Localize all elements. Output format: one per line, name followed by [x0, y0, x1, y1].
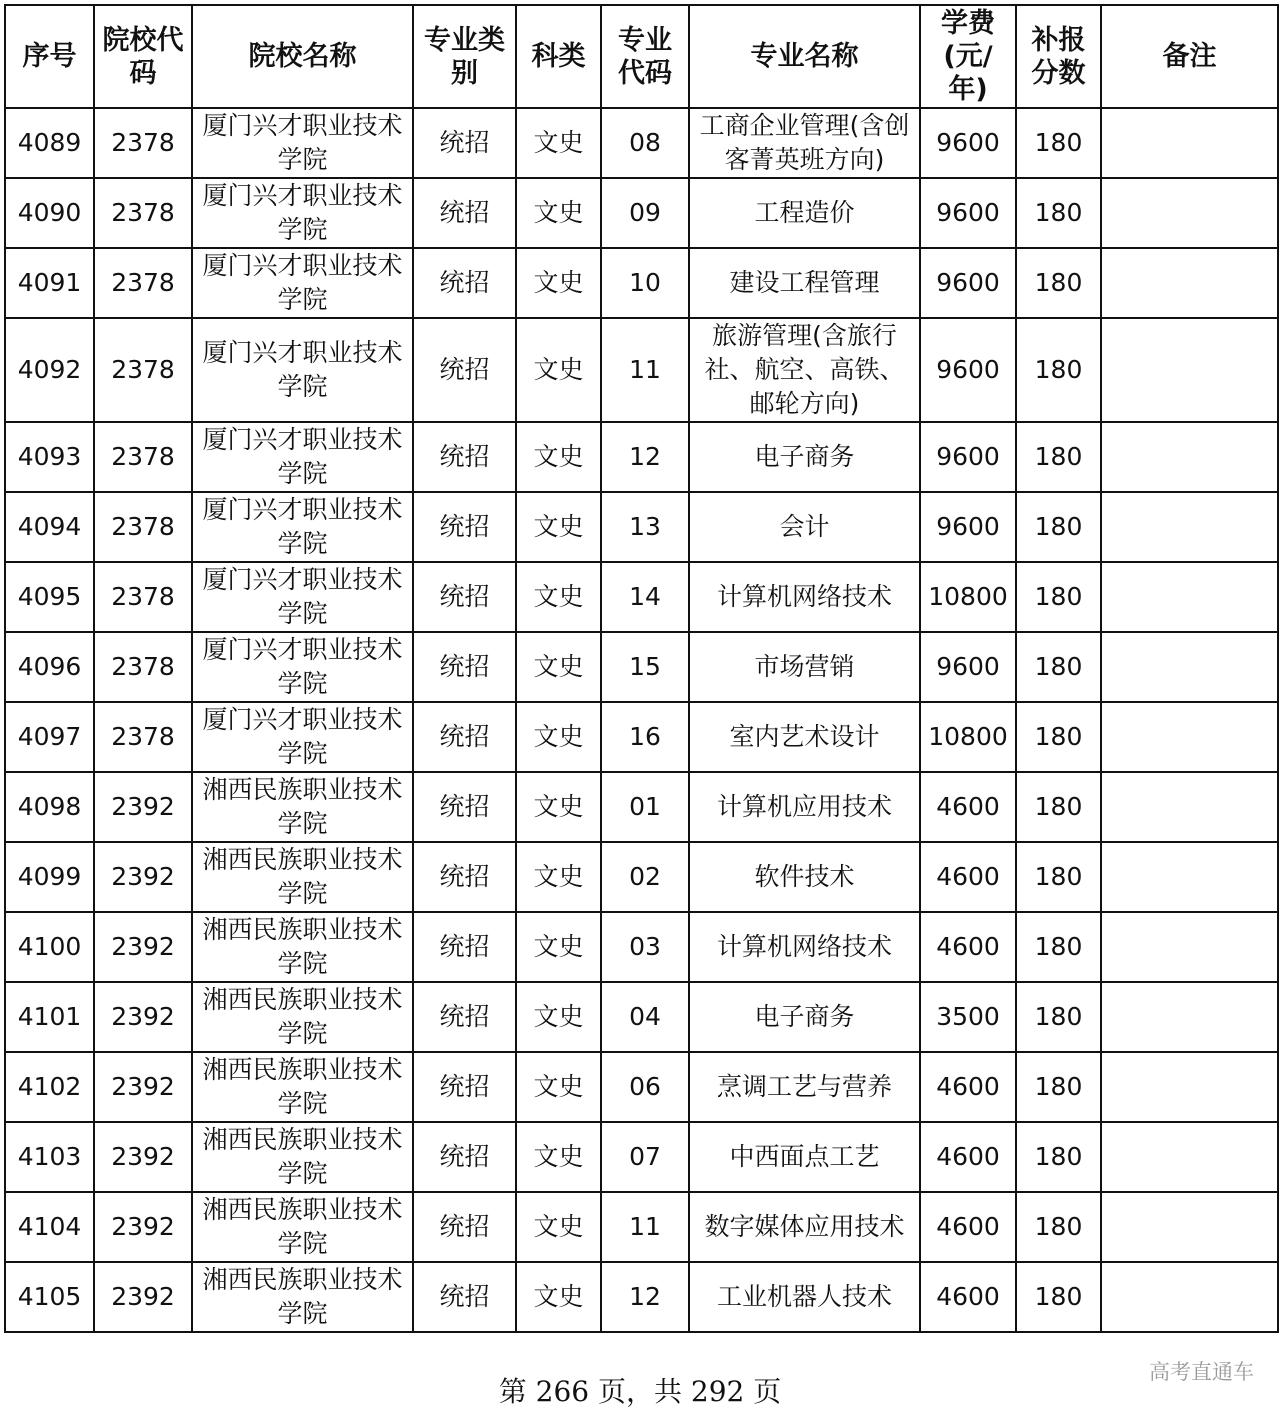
row-subject: 文史 [516, 422, 601, 492]
row-note [1101, 1052, 1278, 1122]
row-note [1101, 1262, 1278, 1332]
row-school-name: 厦门兴才职业技术学院 [192, 492, 413, 562]
row-school-name: 湘西民族职业技术学院 [192, 842, 413, 912]
row-major-name: 旅游管理(含旅行社、航空、高铁、邮轮方向) [689, 318, 920, 422]
row-fee: 3500 [920, 982, 1016, 1052]
row-score: 180 [1016, 842, 1101, 912]
row-school-name: 湘西民族职业技术学院 [192, 912, 413, 982]
row-major-name: 工业机器人技术 [689, 1262, 920, 1332]
row-subject: 文史 [516, 492, 601, 562]
row-note [1101, 178, 1278, 248]
enrollment-table [4, 4, 1279, 1333]
row-score: 180 [1016, 178, 1101, 248]
row-score: 180 [1016, 1122, 1101, 1192]
row-seq: 4101 [5, 982, 94, 1052]
row-subject: 文史 [516, 842, 601, 912]
row-score: 180 [1016, 632, 1101, 702]
row-fee: 9600 [920, 632, 1016, 702]
row-school-code: 2392 [94, 1192, 192, 1262]
row-subject: 文史 [516, 982, 601, 1052]
row-note [1101, 422, 1278, 492]
row-fee: 4600 [920, 1122, 1016, 1192]
row-school-code: 2378 [94, 492, 192, 562]
row-category: 统招 [413, 562, 516, 632]
row-school-code: 2378 [94, 318, 192, 422]
row-major-name: 电子商务 [689, 422, 920, 492]
row-subject: 文史 [516, 702, 601, 772]
row-major-name: 软件技术 [689, 842, 920, 912]
row-subject: 文史 [516, 1192, 601, 1262]
row-note [1101, 772, 1278, 842]
row-category: 统招 [413, 702, 516, 772]
row-major-code: 04 [601, 982, 689, 1052]
row-subject: 文史 [516, 178, 601, 248]
row-category: 统招 [413, 842, 516, 912]
row-category: 统招 [413, 1122, 516, 1192]
row-fee: 9600 [920, 318, 1016, 422]
row-score: 180 [1016, 1052, 1101, 1122]
row-major-code: 06 [601, 1052, 689, 1122]
row-school-code: 2392 [94, 1052, 192, 1122]
row-major-name: 计算机应用技术 [689, 772, 920, 842]
row-school-code: 2392 [94, 772, 192, 842]
row-school-name: 湘西民族职业技术学院 [192, 772, 413, 842]
row-category: 统招 [413, 422, 516, 492]
row-subject: 文史 [516, 562, 601, 632]
row-major-code: 12 [601, 1262, 689, 1332]
row-fee: 9600 [920, 108, 1016, 178]
row-score: 180 [1016, 912, 1101, 982]
row-seq: 4099 [5, 842, 94, 912]
row-score: 180 [1016, 318, 1101, 422]
row-subject: 文史 [516, 108, 601, 178]
row-category: 统招 [413, 632, 516, 702]
row-major-code: 03 [601, 912, 689, 982]
row-major-code: 16 [601, 702, 689, 772]
row-note [1101, 1122, 1278, 1192]
row-category: 统招 [413, 772, 516, 842]
table-row [5, 178, 1278, 248]
row-score: 180 [1016, 1192, 1101, 1262]
row-subject: 文史 [516, 632, 601, 702]
table-row [5, 492, 1278, 562]
row-major-name: 电子商务 [689, 982, 920, 1052]
row-fee: 9600 [920, 178, 1016, 248]
row-subject: 文史 [516, 1122, 601, 1192]
row-note [1101, 1192, 1278, 1262]
row-major-name: 数字媒体应用技术 [689, 1192, 920, 1262]
row-seq: 4098 [5, 772, 94, 842]
row-note [1101, 248, 1278, 318]
row-major-code: 07 [601, 1122, 689, 1192]
row-category: 统招 [413, 1192, 516, 1262]
row-subject: 文史 [516, 772, 601, 842]
row-note [1101, 842, 1278, 912]
row-school-code: 2378 [94, 422, 192, 492]
row-school-name: 厦门兴才职业技术学院 [192, 702, 413, 772]
row-major-name: 工商企业管理(含创客菁英班方向) [689, 108, 920, 178]
row-fee: 9600 [920, 248, 1016, 318]
row-major-code: 11 [601, 318, 689, 422]
row-score: 180 [1016, 248, 1101, 318]
row-school-code: 2378 [94, 702, 192, 772]
row-fee: 10800 [920, 702, 1016, 772]
row-major-name: 室内艺术设计 [689, 702, 920, 772]
row-seq: 4105 [5, 1262, 94, 1332]
row-category: 统招 [413, 318, 516, 422]
row-note [1101, 912, 1278, 982]
row-category: 统招 [413, 1052, 516, 1122]
row-seq: 4100 [5, 912, 94, 982]
row-fee: 4600 [920, 842, 1016, 912]
row-fee: 10800 [920, 562, 1016, 632]
table-row [5, 1122, 1278, 1192]
row-school-name: 厦门兴才职业技术学院 [192, 562, 413, 632]
row-seq: 4093 [5, 422, 94, 492]
header-subject: 科类 [516, 5, 601, 108]
row-seq: 4092 [5, 318, 94, 422]
row-category: 统招 [413, 492, 516, 562]
row-major-code: 12 [601, 422, 689, 492]
row-school-name: 厦门兴才职业技术学院 [192, 318, 413, 422]
row-note [1101, 982, 1278, 1052]
header-fee: 学费(元/年) [920, 5, 1016, 108]
table-row [5, 702, 1278, 772]
header-score: 补报分数 [1016, 5, 1101, 108]
row-seq: 4103 [5, 1122, 94, 1192]
row-subject: 文史 [516, 1262, 601, 1332]
row-seq: 4095 [5, 562, 94, 632]
table-row [5, 318, 1278, 422]
table-row [5, 562, 1278, 632]
row-score: 180 [1016, 772, 1101, 842]
row-major-code: 15 [601, 632, 689, 702]
row-note [1101, 492, 1278, 562]
row-note [1101, 632, 1278, 702]
row-school-code: 2378 [94, 248, 192, 318]
row-major-name: 市场营销 [689, 632, 920, 702]
row-school-name: 湘西民族职业技术学院 [192, 1122, 413, 1192]
row-seq: 4096 [5, 632, 94, 702]
row-school-name: 厦门兴才职业技术学院 [192, 248, 413, 318]
row-fee: 4600 [920, 912, 1016, 982]
row-major-name: 工程造价 [689, 178, 920, 248]
row-note [1101, 318, 1278, 422]
row-fee: 4600 [920, 1052, 1016, 1122]
row-seq: 4097 [5, 702, 94, 772]
row-school-code: 2392 [94, 982, 192, 1052]
row-seq: 4090 [5, 178, 94, 248]
row-seq: 4104 [5, 1192, 94, 1262]
row-score: 180 [1016, 982, 1101, 1052]
table-row [5, 842, 1278, 912]
row-school-code: 2392 [94, 1122, 192, 1192]
row-school-name: 厦门兴才职业技术学院 [192, 178, 413, 248]
row-major-name: 会计 [689, 492, 920, 562]
header-note: 备注 [1101, 5, 1278, 108]
row-major-name: 建设工程管理 [689, 248, 920, 318]
header-category: 专业类别 [413, 5, 516, 108]
table-row [5, 982, 1278, 1052]
row-school-name: 湘西民族职业技术学院 [192, 982, 413, 1052]
row-school-code: 2378 [94, 562, 192, 632]
page-footer: 第 266 页，共 292 页 [498, 1375, 782, 1408]
table-row [5, 912, 1278, 982]
row-score: 180 [1016, 562, 1101, 632]
row-category: 统招 [413, 912, 516, 982]
row-school-code: 2392 [94, 1262, 192, 1332]
row-school-code: 2378 [94, 632, 192, 702]
row-seq: 4094 [5, 492, 94, 562]
row-note [1101, 702, 1278, 772]
header-row [5, 5, 1278, 108]
header-seq: 序号 [5, 5, 94, 108]
row-score: 180 [1016, 422, 1101, 492]
row-fee: 4600 [920, 1192, 1016, 1262]
row-fee: 4600 [920, 1262, 1016, 1332]
row-school-name: 湘西民族职业技术学院 [192, 1262, 413, 1332]
row-fee: 9600 [920, 492, 1016, 562]
row-category: 统招 [413, 1262, 516, 1332]
header-major-name: 专业名称 [689, 5, 920, 108]
row-category: 统招 [413, 248, 516, 318]
row-major-code: 01 [601, 772, 689, 842]
row-seq: 4089 [5, 108, 94, 178]
header-school-name: 院校名称 [192, 5, 413, 108]
row-major-code: 14 [601, 562, 689, 632]
row-category: 统招 [413, 108, 516, 178]
table-row [5, 632, 1278, 702]
row-major-code: 08 [601, 108, 689, 178]
row-school-name: 厦门兴才职业技术学院 [192, 108, 413, 178]
table-row [5, 1262, 1278, 1332]
row-category: 统招 [413, 178, 516, 248]
table-row [5, 248, 1278, 318]
row-school-code: 2392 [94, 842, 192, 912]
row-fee: 9600 [920, 422, 1016, 492]
row-score: 180 [1016, 492, 1101, 562]
row-subject: 文史 [516, 912, 601, 982]
row-school-name: 厦门兴才职业技术学院 [192, 632, 413, 702]
table-row [5, 108, 1278, 178]
table-row [5, 1192, 1278, 1262]
row-major-name: 烹调工艺与营养 [689, 1052, 920, 1122]
row-note [1101, 562, 1278, 632]
row-major-code: 09 [601, 178, 689, 248]
watermark: 高考直通车 [1149, 1360, 1254, 1384]
row-major-code: 11 [601, 1192, 689, 1262]
header-school-code: 院校代码 [94, 5, 192, 108]
row-major-code: 02 [601, 842, 689, 912]
row-note [1101, 108, 1278, 178]
row-major-name: 计算机网络技术 [689, 562, 920, 632]
row-school-code: 2378 [94, 178, 192, 248]
row-major-code: 10 [601, 248, 689, 318]
row-score: 180 [1016, 702, 1101, 772]
row-subject: 文史 [516, 1052, 601, 1122]
row-seq: 4102 [5, 1052, 94, 1122]
table-row [5, 1052, 1278, 1122]
table-row [5, 772, 1278, 842]
row-fee: 4600 [920, 772, 1016, 842]
row-school-code: 2378 [94, 108, 192, 178]
row-score: 180 [1016, 1262, 1101, 1332]
row-category: 统招 [413, 982, 516, 1052]
row-seq: 4091 [5, 248, 94, 318]
row-score: 180 [1016, 108, 1101, 178]
row-school-name: 湘西民族职业技术学院 [192, 1192, 413, 1262]
row-major-code: 13 [601, 492, 689, 562]
row-major-name: 计算机网络技术 [689, 912, 920, 982]
row-school-name: 湘西民族职业技术学院 [192, 1052, 413, 1122]
row-school-code: 2392 [94, 912, 192, 982]
row-major-name: 中西面点工艺 [689, 1122, 920, 1192]
row-subject: 文史 [516, 318, 601, 422]
row-subject: 文史 [516, 248, 601, 318]
header-major-code: 专业代码 [601, 5, 689, 108]
row-school-name: 厦门兴才职业技术学院 [192, 422, 413, 492]
table-row [5, 422, 1278, 492]
